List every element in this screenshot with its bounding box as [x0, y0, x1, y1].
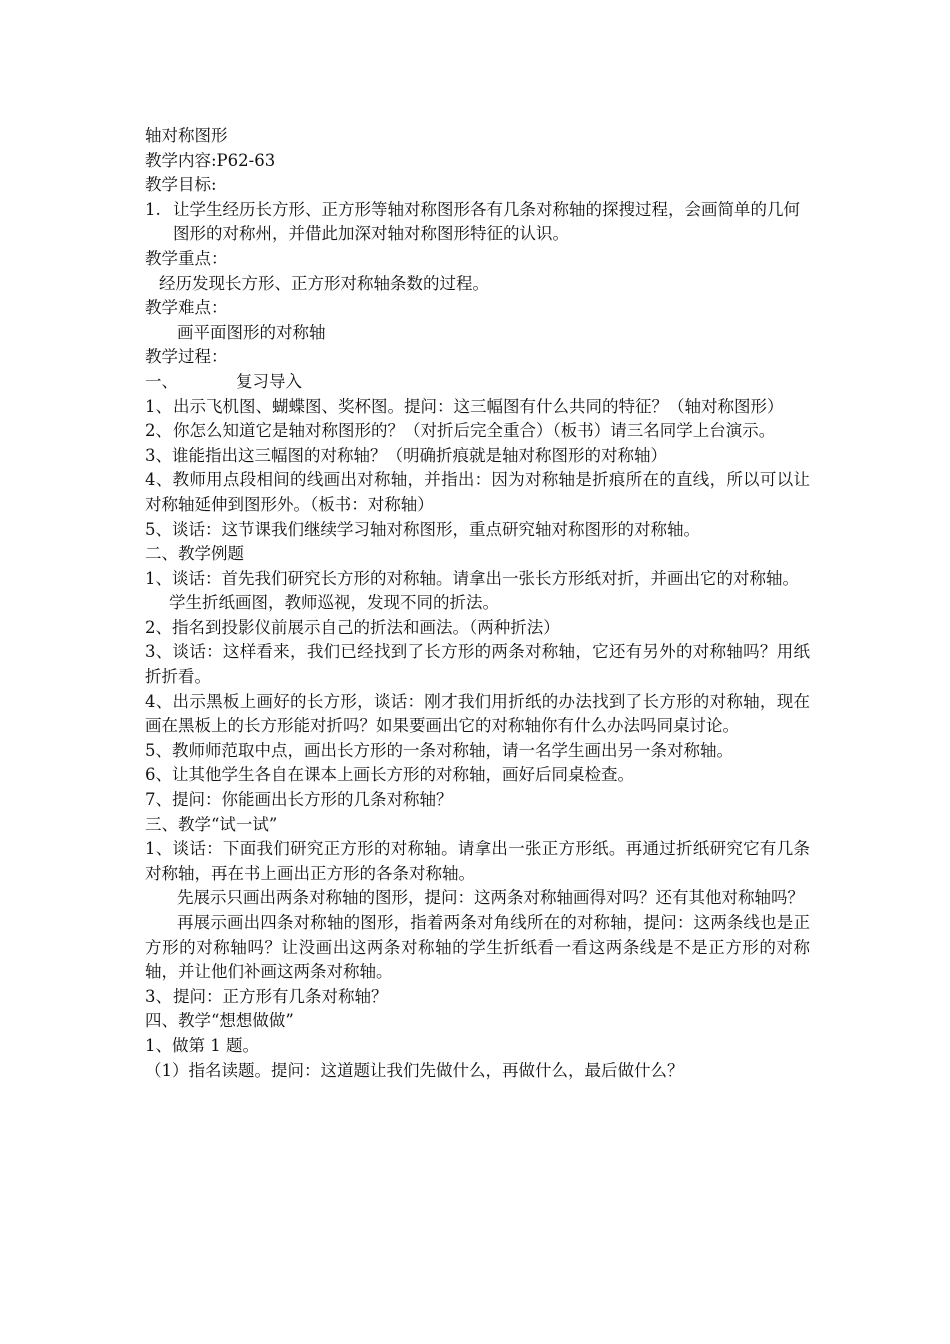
document-title: 轴对称图形 [145, 126, 228, 145]
teaching-content-line: 教学内容:P62-63 [145, 150, 276, 170]
section-1-item-5: 5、谈话：这节课我们继续学习轴对称图形，重点研究轴对称图形的对称轴。 [145, 519, 700, 539]
section-2-item-1-note: 学生折纸画图，教师巡视，发现不同的折法。 [169, 593, 499, 613]
section-4-item-1: 1、做第 1 题。 [145, 1035, 259, 1055]
goal-item-1-number: 1. [145, 199, 161, 219]
key-points-text: 经历发现长方形、正方形对称轴条数的过程。 [159, 273, 489, 293]
section-2-heading: 二、教学例题 [145, 544, 244, 564]
section-1-item-4: 4、教师用点段相间的线画出对称轴，并指出：因为对称轴是折痕所在的直线，所以可以让对称轴延伸到图形外。（板书：对称轴） [145, 470, 810, 514]
section-2-item-6: 6、让其他学生各自在课本上画长方形的对称轴，画好后同桌检查。 [145, 765, 634, 785]
section-4-heading: 四、教学“想想做做” [145, 1011, 294, 1031]
section-1-item-2-text: 你怎么知道它是轴对称图形的？（对折后完全重合）（板书）请三名同学上台演示。 [173, 421, 776, 441]
section-1-number: 一、 [145, 371, 178, 391]
section-1-item-1-number: 1、 [145, 396, 172, 416]
goal-item-1 [145, 198, 810, 247]
section-3-item-1: 1、谈话：下面我们研究正方形的对称轴。请拿出一张正方形纸。再通过折纸研究它有几条对称轴，再在书上画出正方形的各条对称轴。 [145, 839, 810, 883]
section-1-item-1-text: 出示飞机图、蝴蝶图、奖杯图。提问：这三幅图有什么共同的特征？（轴对称图形） [173, 396, 784, 416]
section-3-paragraph-1: 先展示只画出两条对称轴的图形，提问：这两条对称轴画得对吗？还有其他对称轴吗？ [177, 888, 804, 908]
section-1-item-3: 3、谁能指出这三幅图的对称轴？（明确折痕就是轴对称图形的对称轴） [145, 445, 667, 465]
section-1-item-1 [145, 395, 810, 420]
section-1-title: 复习导入 [236, 371, 302, 391]
section-2-item-5: 5、教师师范取中点，画出长方形的一条对称轴，请一名学生画出另一条对称轴。 [145, 740, 733, 760]
section-2-item-3: 3、谈话：这样看来，我们已经找到了长方形的两条对称轴，它还有另外的对称轴吗？用纸折折看。 [145, 642, 810, 687]
key-points-heading: 教学重点： [145, 248, 228, 268]
section-1-item-2 [145, 419, 810, 444]
section-2-item-4: 4、出示黑板上画好的长方形，谈话：刚才我们用折纸的办法找到了长方形的对称轴，现在画在黑板上的长方形能对折吗？如果要画出它的对称轴你有什么办法吗同桌讨论。 [145, 691, 810, 736]
section-3-item-3-text: 提问：正方形有几条对称轴？ [173, 986, 388, 1006]
section-2-item-1: 1、谈话：首先我们研究长方形的对称轴。请拿出一张长方形纸对折，并画出它的对称轴。 [145, 568, 799, 588]
difficult-points-text: 画平面图形的对称轴 [177, 322, 326, 342]
difficult-points-heading: 教学难点： [145, 298, 228, 318]
section-1-heading [145, 370, 810, 395]
section-2-item-2: 2、指名到投影仪前展示自己的折法和画法。（两种折法） [145, 617, 560, 637]
section-2-item-7: 7、提问：你能画出长方形的几条对称轴？ [145, 790, 453, 810]
goal-item-1-text: 让学生经历长方形、正方形等轴对称图形各有几条对称轴的探搜过程，会画简单的几何图形的对称州，并借此加深对轴对称图形特征的认识。 [173, 199, 800, 244]
section-4-sub-item-1: （1）指名读题。提问：这道题让我们先做什么，再做什么，最后做什么？ [145, 1060, 684, 1080]
section-3-item-3-number: 3、 [145, 986, 172, 1006]
section-1-item-2-number: 2、 [145, 421, 172, 441]
section-3-heading: 三、教学“试一试” [145, 814, 278, 834]
process-heading: 教学过程： [145, 347, 228, 367]
goals-heading: 教学目标: [145, 175, 217, 195]
document-body [145, 124, 810, 1083]
section-3-paragraph-2: 再展示画出四条对称轴的图形，指着两条对角线所在的对称轴，提问：这两条线也是正方形的对称轴吗？让没画出这两条对称轴的学生折纸看一看这两条线是不是正方形的对称轴，并让他们补画这两条对称轴。 [145, 913, 810, 982]
section-3-item-3 [145, 985, 810, 1010]
